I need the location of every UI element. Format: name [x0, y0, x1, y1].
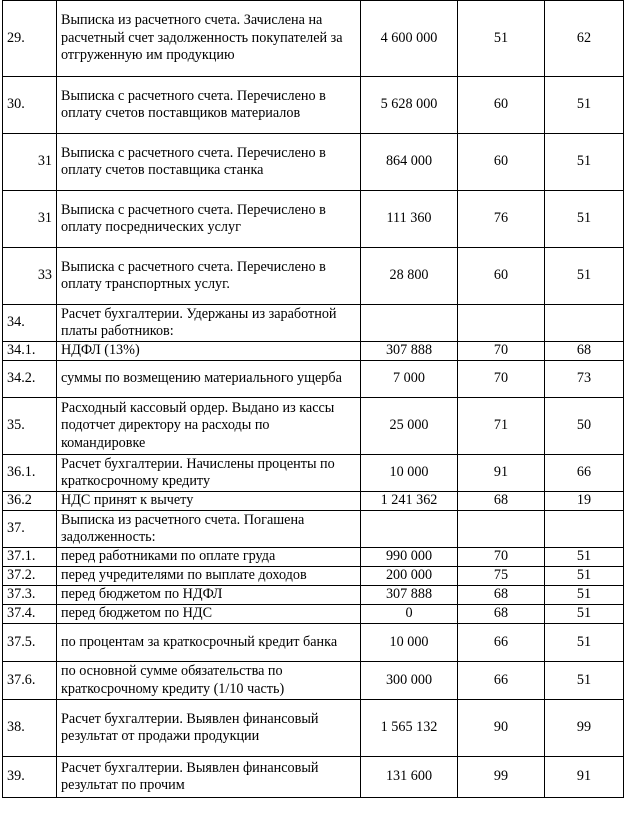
entry-number: 31 [3, 134, 57, 191]
entry-number: 35. [3, 398, 57, 455]
entry-credit-account [545, 511, 624, 548]
entry-amount: 1 565 132 [361, 700, 458, 757]
table-row [3, 248, 624, 305]
entry-description: Расчет бухгалтерии. Выявлен финансовый результат от продажи продукции [57, 700, 361, 757]
entry-amount: 131 600 [361, 757, 458, 798]
entry-credit-account: 51 [545, 605, 624, 624]
entry-credit-account [545, 305, 624, 342]
entry-credit-account: 51 [545, 567, 624, 586]
entry-debit-account: 66 [458, 662, 545, 700]
table-row [3, 586, 624, 605]
table-row [3, 662, 624, 700]
entry-number: 36.1. [3, 455, 57, 492]
entry-number: 38. [3, 700, 57, 757]
entry-number: 31 [3, 191, 57, 248]
entry-debit-account: 76 [458, 191, 545, 248]
entry-description: Выписка с расчетного счета. Перечислено в оплату счетов поставщиков материалов [57, 77, 361, 134]
table-row [3, 398, 624, 455]
entry-description: суммы по возмещению материального ущерба [57, 361, 361, 398]
table-row [3, 567, 624, 586]
table-row [3, 342, 624, 361]
entry-description: Выписка с расчетного счета. Перечислено в оплату счетов поставщика станка [57, 134, 361, 191]
entry-amount: 25 000 [361, 398, 458, 455]
journal-table [2, 0, 624, 798]
entry-number: 37.5. [3, 624, 57, 662]
entry-amount: 5 628 000 [361, 77, 458, 134]
entry-debit-account: 60 [458, 77, 545, 134]
entry-debit-account [458, 305, 545, 342]
entry-credit-account: 51 [545, 586, 624, 605]
entry-debit-account: 66 [458, 624, 545, 662]
table-row [3, 605, 624, 624]
table-row [3, 548, 624, 567]
entry-description: Расчет бухгалтерии. Удержаны из заработной платы работников: [57, 305, 361, 342]
table-row [3, 624, 624, 662]
entry-credit-account: 62 [545, 1, 624, 77]
entry-debit-account: 68 [458, 586, 545, 605]
entry-number: 37.4. [3, 605, 57, 624]
table-row [3, 492, 624, 511]
entry-amount: 4 600 000 [361, 1, 458, 77]
entry-number: 37.3. [3, 586, 57, 605]
entry-number: 37.6. [3, 662, 57, 700]
table-row [3, 191, 624, 248]
entry-number: 30. [3, 77, 57, 134]
entry-debit-account: 99 [458, 757, 545, 798]
entry-description: перед бюджетом по НДФЛ [57, 586, 361, 605]
entry-credit-account: 51 [545, 191, 624, 248]
entry-amount: 307 888 [361, 586, 458, 605]
entry-number: 34. [3, 305, 57, 342]
entry-credit-account: 99 [545, 700, 624, 757]
entry-description: перед работниками по оплате груда [57, 548, 361, 567]
entry-amount [361, 511, 458, 548]
table-row [3, 305, 624, 342]
entry-description: перед бюджетом по НДС [57, 605, 361, 624]
entry-amount: 200 000 [361, 567, 458, 586]
entry-credit-account: 51 [545, 624, 624, 662]
entry-credit-account: 91 [545, 757, 624, 798]
entry-credit-account: 51 [545, 662, 624, 700]
entry-debit-account: 60 [458, 134, 545, 191]
journal-table-body [3, 1, 624, 798]
entry-description: НДФЛ (13%) [57, 342, 361, 361]
entry-description: Выписка из расчетного счета. Погашена задолженность: [57, 511, 361, 548]
entry-description: Выписка из расчетного счета. Зачислена на расчетный счет задолженность покупателей за отгруженную им продукцию [57, 1, 361, 77]
entry-credit-account: 50 [545, 398, 624, 455]
entry-number: 37.1. [3, 548, 57, 567]
entry-amount: 7 000 [361, 361, 458, 398]
entry-amount: 990 000 [361, 548, 458, 567]
entry-description: Расходный кассовый ордер. Выдано из кассы подотчет директору на расходы по командировке [57, 398, 361, 455]
entry-number: 37. [3, 511, 57, 548]
entry-credit-account: 66 [545, 455, 624, 492]
entry-description: Выписка с расчетного счета. Перечислено в оплату посреднических услуг [57, 191, 361, 248]
entry-debit-account: 91 [458, 455, 545, 492]
entry-description: перед учредителями по выплате доходов [57, 567, 361, 586]
entry-debit-account: 90 [458, 700, 545, 757]
entry-amount: 1 241 362 [361, 492, 458, 511]
entry-amount: 10 000 [361, 624, 458, 662]
entry-number: 34.2. [3, 361, 57, 398]
entry-credit-account: 68 [545, 342, 624, 361]
entry-description: Расчет бухгалтерии. Начислены проценты по краткосрочному кредиту [57, 455, 361, 492]
entry-amount [361, 305, 458, 342]
entry-number: 29. [3, 1, 57, 77]
entry-description: по процентам за краткосрочный кредит банка [57, 624, 361, 662]
entry-debit-account: 70 [458, 361, 545, 398]
entry-debit-account: 71 [458, 398, 545, 455]
entry-debit-account: 70 [458, 342, 545, 361]
entry-number: 36.2 [3, 492, 57, 511]
entry-amount: 28 800 [361, 248, 458, 305]
entry-description: Выписка с расчетного счета. Перечислено в оплату транспортных услуг. [57, 248, 361, 305]
entry-description: Расчет бухгалтерии. Выявлен финансовый результат по прочим [57, 757, 361, 798]
table-row [3, 700, 624, 757]
table-row [3, 455, 624, 492]
entry-amount: 864 000 [361, 134, 458, 191]
entry-amount: 0 [361, 605, 458, 624]
entry-number: 34.1. [3, 342, 57, 361]
entry-amount: 300 000 [361, 662, 458, 700]
table-row [3, 511, 624, 548]
entry-credit-account: 51 [545, 248, 624, 305]
entry-number: 37.2. [3, 567, 57, 586]
entry-debit-account: 60 [458, 248, 545, 305]
entry-credit-account: 51 [545, 77, 624, 134]
entry-amount: 111 360 [361, 191, 458, 248]
entry-amount: 307 888 [361, 342, 458, 361]
entry-credit-account: 51 [545, 548, 624, 567]
entry-debit-account: 75 [458, 567, 545, 586]
entry-credit-account: 51 [545, 134, 624, 191]
entry-debit-account [458, 511, 545, 548]
entry-debit-account: 70 [458, 548, 545, 567]
entry-debit-account: 68 [458, 605, 545, 624]
table-row [3, 134, 624, 191]
table-row [3, 1, 624, 77]
table-row [3, 77, 624, 134]
entry-debit-account: 68 [458, 492, 545, 511]
entry-number: 33 [3, 248, 57, 305]
entry-amount: 10 000 [361, 455, 458, 492]
entry-credit-account: 73 [545, 361, 624, 398]
table-row [3, 757, 624, 798]
entry-description: НДС принят к вычету [57, 492, 361, 511]
entry-credit-account: 19 [545, 492, 624, 511]
entry-debit-account: 51 [458, 1, 545, 77]
entry-number: 39. [3, 757, 57, 798]
entry-description: по основной сумме обязательства по краткосрочному кредиту (1/10 часть) [57, 662, 361, 700]
table-row [3, 361, 624, 398]
